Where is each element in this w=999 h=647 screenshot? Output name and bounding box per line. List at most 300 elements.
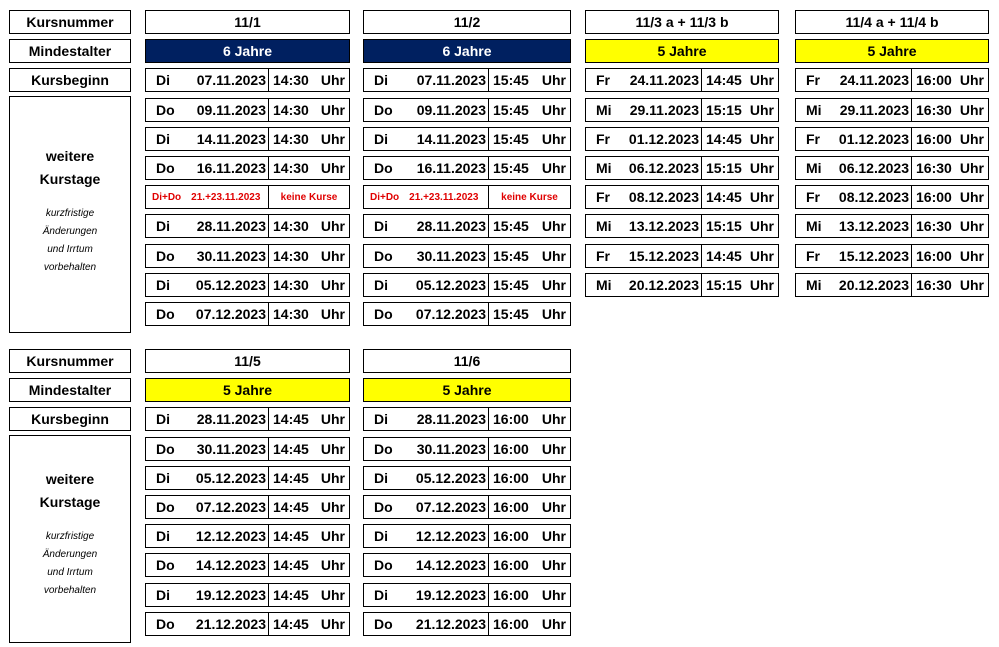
time-unit: Uhr xyxy=(541,218,566,235)
note-line: und Irrtum xyxy=(47,566,93,578)
time-unit: Uhr xyxy=(749,189,774,206)
time-value: 14:45 xyxy=(273,615,309,632)
time-value: 14:30 xyxy=(273,72,309,89)
date-value: 21.12.2023 xyxy=(195,615,266,632)
course-number-2: 11/2 xyxy=(363,10,571,34)
time-cell xyxy=(489,274,570,296)
time-unit: Uhr xyxy=(541,160,566,176)
weekday: Mi xyxy=(596,160,612,176)
time-value: 15:45 xyxy=(493,276,529,293)
schedule-row xyxy=(145,437,350,461)
date-value: 14.12.2023 xyxy=(195,557,266,574)
schedule-row xyxy=(585,156,779,180)
time-cell xyxy=(269,408,349,430)
date-value: 14.11.2023 xyxy=(196,130,266,147)
time-unit: Uhr xyxy=(320,528,345,545)
time-cell xyxy=(912,186,988,208)
time-cell xyxy=(489,584,570,606)
schedule-row xyxy=(585,273,779,297)
date-value: 28.11.2023 xyxy=(416,411,486,428)
date-cell xyxy=(146,186,269,208)
weekday: Mi xyxy=(806,218,822,235)
weekday: Mi xyxy=(596,101,612,118)
date-value: 01.12.2023 xyxy=(838,130,909,147)
time-cell xyxy=(702,128,778,150)
time-unit: Uhr xyxy=(959,101,984,118)
date-value: 08.12.2023 xyxy=(838,189,909,206)
time-cell xyxy=(489,128,570,150)
time-cell xyxy=(269,245,349,267)
time-cell xyxy=(269,186,349,208)
date-cell xyxy=(364,215,489,237)
date-value: 19.12.2023 xyxy=(415,586,486,603)
weekday: Di xyxy=(156,411,170,428)
weekday: Mi xyxy=(596,276,612,293)
time-value: 16:30 xyxy=(916,101,952,118)
date-value: 29.11.2023 xyxy=(629,101,699,118)
time-value: 14:45 xyxy=(706,189,742,206)
weekday: Di xyxy=(374,72,388,89)
time-unit: Uhr xyxy=(320,72,345,89)
time-cell xyxy=(912,99,988,121)
time-value: 15:15 xyxy=(706,101,742,118)
date-cell xyxy=(146,584,269,606)
date-cell xyxy=(364,303,489,325)
schedule-row xyxy=(145,302,350,326)
weekday: Do xyxy=(156,499,175,515)
time-unit: Uhr xyxy=(320,306,345,322)
date-value: 07.12.2023 xyxy=(415,306,486,322)
date-value: 06.12.2023 xyxy=(628,160,699,176)
weekday: Do xyxy=(156,440,175,457)
course-number-3: 11/3 a + 11/3 b xyxy=(585,10,779,34)
course-number-5: 11/5 xyxy=(145,349,350,373)
time-value: 14:45 xyxy=(273,440,309,457)
schedule-row xyxy=(145,127,350,151)
kursnummer-label: Kursnummer xyxy=(9,10,131,34)
date-cell xyxy=(586,274,702,296)
time-unit: Uhr xyxy=(959,160,984,176)
date-cell xyxy=(146,128,269,150)
date-value: 07.11.2023 xyxy=(416,72,486,89)
time-cell xyxy=(489,408,570,430)
time-value: 16:30 xyxy=(916,276,952,293)
date-cell xyxy=(796,274,912,296)
date-cell xyxy=(146,554,269,576)
schedule-row xyxy=(145,466,350,490)
date-cell xyxy=(796,245,912,267)
time-cell xyxy=(269,157,349,179)
weekday: Fr xyxy=(806,72,820,89)
time-value: 14:45 xyxy=(706,247,742,264)
schedule-row xyxy=(363,244,571,268)
time-cell xyxy=(269,303,349,325)
time-cell xyxy=(269,613,349,635)
date-cell xyxy=(586,157,702,179)
schedule-row xyxy=(585,214,779,238)
date-cell xyxy=(146,467,269,489)
time-unit: Uhr xyxy=(959,72,984,89)
time-cell xyxy=(489,554,570,576)
note-line: kurzfristige xyxy=(45,530,95,542)
schedule-row xyxy=(363,495,571,519)
date-value: 07.11.2023 xyxy=(196,72,266,89)
time-unit: Uhr xyxy=(959,130,984,147)
time-value: 14:45 xyxy=(706,130,742,147)
schedule-row xyxy=(363,156,571,180)
time-unit: Uhr xyxy=(320,130,345,147)
date-value: 21.+23.11.2023 xyxy=(191,191,261,203)
weekday: Di xyxy=(374,528,388,545)
time-value: 16:00 xyxy=(493,528,529,545)
time-unit: Uhr xyxy=(541,101,566,118)
date-cell xyxy=(146,99,269,121)
weekday: Do xyxy=(156,557,175,574)
time-unit: Uhr xyxy=(959,218,984,235)
note-line: vorbehalten xyxy=(43,584,97,596)
weekday: Di xyxy=(374,276,388,293)
date-value: 09.11.2023 xyxy=(416,101,486,118)
weekday: Do xyxy=(374,247,393,264)
weitere-label: weitere xyxy=(45,470,95,487)
weekday: Mi xyxy=(596,218,612,235)
time-unit: Uhr xyxy=(959,189,984,206)
weekday: Fr xyxy=(806,247,820,264)
schedule-row xyxy=(145,583,350,607)
schedule-row xyxy=(363,302,571,326)
date-cell xyxy=(364,554,489,576)
time-unit: Uhr xyxy=(541,440,566,457)
time-value: 14:30 xyxy=(273,101,309,118)
weekday: Di xyxy=(374,218,388,235)
date-cell xyxy=(364,245,489,267)
time-cell xyxy=(269,554,349,576)
schedule-row xyxy=(145,98,350,122)
date-cell xyxy=(146,496,269,518)
schedule-row xyxy=(363,98,571,122)
schedule-row xyxy=(795,214,989,238)
date-value: 07.12.2023 xyxy=(415,499,486,515)
time-value: 16:00 xyxy=(493,615,529,632)
date-value: 28.11.2023 xyxy=(416,218,486,235)
weekday: Do xyxy=(156,160,175,176)
weekday: Mi xyxy=(806,276,822,293)
date-cell xyxy=(146,245,269,267)
time-value: 14:30 xyxy=(273,160,309,176)
schedule-row xyxy=(795,185,989,209)
date-cell xyxy=(586,128,702,150)
date-value: 07.12.2023 xyxy=(195,306,266,322)
time-cell xyxy=(489,99,570,121)
weekday: Fr xyxy=(596,72,610,89)
time-cell xyxy=(489,245,570,267)
course-number-4: 11/4 a + 11/4 b xyxy=(795,10,989,34)
time-cell xyxy=(269,69,349,91)
note-line: und Irrtum xyxy=(47,243,93,255)
time-cell xyxy=(702,215,778,237)
weekday: Di xyxy=(156,130,170,147)
time-cell xyxy=(912,245,988,267)
time-cell xyxy=(489,438,570,460)
time-value: 15:45 xyxy=(493,130,529,147)
schedule-row xyxy=(585,68,779,92)
date-value: 30.11.2023 xyxy=(196,247,266,264)
schedule-row xyxy=(795,98,989,122)
weekday: Di xyxy=(156,528,170,545)
time-value: 16:00 xyxy=(493,469,529,486)
weekday: Mi xyxy=(806,101,822,118)
date-cell xyxy=(146,525,269,547)
time-cell xyxy=(912,69,988,91)
time-value: 14:45 xyxy=(273,557,309,574)
date-cell xyxy=(364,157,489,179)
date-value: 05.12.2023 xyxy=(195,276,266,293)
time-value: 14:30 xyxy=(273,247,309,264)
date-cell xyxy=(586,186,702,208)
time-unit: Uhr xyxy=(541,306,566,322)
schedule-row xyxy=(145,273,350,297)
time-value: 14:45 xyxy=(273,528,309,545)
date-value: 29.11.2023 xyxy=(839,101,909,118)
schedule-row xyxy=(363,553,571,577)
date-cell xyxy=(796,128,912,150)
time-unit: Uhr xyxy=(320,101,345,118)
min-age-badge: 5 Jahre xyxy=(585,39,779,63)
date-cell xyxy=(796,99,912,121)
weitere-kurstage-box xyxy=(9,435,131,643)
time-cell xyxy=(489,215,570,237)
time-unit: Uhr xyxy=(749,160,774,176)
time-value: 16:00 xyxy=(493,411,529,428)
date-value: 20.12.2023 xyxy=(628,276,699,293)
time-cell xyxy=(489,157,570,179)
course-number-6: 11/6 xyxy=(363,349,571,373)
time-cell xyxy=(489,496,570,518)
time-unit: Uhr xyxy=(749,130,774,147)
time-cell xyxy=(269,467,349,489)
schedule-row xyxy=(145,524,350,548)
time-unit: Uhr xyxy=(541,615,566,632)
schedule-row xyxy=(363,68,571,92)
date-cell xyxy=(364,584,489,606)
schedule-row xyxy=(585,244,779,268)
time-unit: Uhr xyxy=(959,247,984,264)
time-value: 16:00 xyxy=(493,499,529,515)
date-value: 24.11.2023 xyxy=(839,72,909,89)
time-unit: Uhr xyxy=(320,440,345,457)
date-cell xyxy=(796,157,912,179)
date-value: 01.12.2023 xyxy=(628,130,699,147)
date-value: 30.11.2023 xyxy=(416,440,486,457)
date-value: 14.11.2023 xyxy=(416,130,486,147)
schedule-row xyxy=(363,185,571,209)
schedule-row xyxy=(145,214,350,238)
date-value: 30.11.2023 xyxy=(196,440,266,457)
schedule-row xyxy=(363,437,571,461)
date-value: 09.11.2023 xyxy=(196,101,266,118)
time-value: 14:45 xyxy=(273,586,309,603)
schedule-row xyxy=(795,68,989,92)
date-cell xyxy=(364,274,489,296)
schedule-row xyxy=(363,407,571,431)
weekday: Do xyxy=(374,160,393,176)
time-unit: Uhr xyxy=(320,218,345,235)
kursbeginn-label: Kursbeginn xyxy=(9,68,131,92)
schedule-row xyxy=(363,127,571,151)
time-unit: Uhr xyxy=(320,586,345,603)
date-cell xyxy=(146,69,269,91)
time-value: 15:45 xyxy=(493,72,529,89)
time-value: 15:45 xyxy=(493,247,529,264)
schedule-row xyxy=(795,127,989,151)
date-value: 19.12.2023 xyxy=(195,586,266,603)
schedule-row xyxy=(363,524,571,548)
time-cell xyxy=(269,99,349,121)
time-unit: Uhr xyxy=(320,469,345,486)
weekday: Fr xyxy=(806,189,820,206)
time-unit: Uhr xyxy=(541,130,566,147)
schedule-row xyxy=(145,553,350,577)
date-cell xyxy=(146,215,269,237)
min-age-badge: 5 Jahre xyxy=(145,378,350,402)
note-line: Änderungen xyxy=(42,548,98,560)
time-unit: Uhr xyxy=(541,528,566,545)
min-age-badge: 6 Jahre xyxy=(363,39,571,63)
date-value: 24.11.2023 xyxy=(629,72,699,89)
weekday: Do xyxy=(374,440,393,457)
date-cell xyxy=(796,215,912,237)
date-cell xyxy=(146,408,269,430)
schedule-row xyxy=(145,185,350,209)
date-cell xyxy=(586,69,702,91)
time-cell xyxy=(912,157,988,179)
weitere-kurstage-box xyxy=(9,96,131,334)
time-value: 16:00 xyxy=(916,130,952,147)
weekday: Di xyxy=(156,469,170,486)
weekday: Do xyxy=(156,306,175,322)
time-value: 14:30 xyxy=(273,130,309,147)
date-value: 21.12.2023 xyxy=(415,615,486,632)
date-value: 16.11.2023 xyxy=(196,160,266,176)
time-value: 16:00 xyxy=(916,247,952,264)
time-cell xyxy=(912,215,988,237)
time-value: 14:30 xyxy=(273,218,309,235)
time-value: 14:45 xyxy=(706,72,742,89)
time-cell xyxy=(702,99,778,121)
time-unit: Uhr xyxy=(541,469,566,486)
kursbeginn-label: Kursbeginn xyxy=(9,407,131,431)
date-value: 08.12.2023 xyxy=(628,189,699,206)
schedule-row xyxy=(145,68,350,92)
time-value: 15:45 xyxy=(493,306,529,322)
mindestalter-label: Mindestalter xyxy=(9,39,131,63)
kurstage-label: Kurstage xyxy=(39,493,101,510)
weekday: Do xyxy=(374,101,393,118)
date-cell xyxy=(364,186,489,208)
time-value: 15:45 xyxy=(493,101,529,118)
weekday: Fr xyxy=(806,130,820,147)
kurstage-label: Kurstage xyxy=(39,170,101,187)
date-cell xyxy=(364,69,489,91)
time-value: 14:30 xyxy=(273,306,309,322)
date-cell xyxy=(146,157,269,179)
date-value: 28.11.2023 xyxy=(196,218,266,235)
date-value: 15.12.2023 xyxy=(628,247,699,264)
time-cell xyxy=(489,186,570,208)
time-unit: Uhr xyxy=(320,247,345,264)
date-cell xyxy=(364,128,489,150)
min-age-badge: 6 Jahre xyxy=(145,39,350,63)
time-unit: Uhr xyxy=(749,101,774,118)
date-value: 15.12.2023 xyxy=(838,247,909,264)
weekday: Do xyxy=(374,557,393,574)
time-value: keine Kurse xyxy=(280,191,338,203)
date-value: 06.12.2023 xyxy=(838,160,909,176)
schedule-row xyxy=(795,244,989,268)
time-cell xyxy=(489,467,570,489)
time-cell xyxy=(489,303,570,325)
date-cell xyxy=(146,303,269,325)
schedule-row xyxy=(795,156,989,180)
time-cell xyxy=(702,245,778,267)
weekday: Do xyxy=(156,101,175,118)
date-cell xyxy=(796,186,912,208)
weekday: Do xyxy=(156,615,175,632)
time-unit: Uhr xyxy=(749,72,774,89)
time-value: 16:00 xyxy=(916,72,952,89)
weekday: Di xyxy=(156,72,170,89)
date-cell xyxy=(364,438,489,460)
date-cell xyxy=(146,438,269,460)
weekday: Do xyxy=(374,499,393,515)
kursnummer-label: Kursnummer xyxy=(9,349,131,373)
time-value: 16:00 xyxy=(916,189,952,206)
weekday: Do xyxy=(156,247,175,264)
date-value: 30.11.2023 xyxy=(416,247,486,264)
date-cell xyxy=(146,613,269,635)
weekday: Di xyxy=(374,411,388,428)
time-cell xyxy=(269,128,349,150)
time-cell xyxy=(489,69,570,91)
weekday: Di xyxy=(374,586,388,603)
min-age-badge: 5 Jahre xyxy=(795,39,989,63)
time-cell xyxy=(702,157,778,179)
schedule-row xyxy=(145,156,350,180)
date-value: 07.12.2023 xyxy=(195,499,266,515)
time-value: 15:15 xyxy=(706,276,742,293)
schedule-row xyxy=(585,185,779,209)
date-cell xyxy=(586,99,702,121)
time-value: 15:15 xyxy=(706,160,742,176)
weekday: Di+Do xyxy=(152,191,182,203)
date-cell xyxy=(796,69,912,91)
date-cell xyxy=(364,525,489,547)
time-unit: Uhr xyxy=(541,72,566,89)
time-unit: Uhr xyxy=(541,276,566,293)
weekday: Di+Do xyxy=(370,191,400,203)
time-cell xyxy=(269,438,349,460)
time-unit: Uhr xyxy=(541,586,566,603)
date-value: 12.12.2023 xyxy=(195,528,266,545)
time-value: 14:30 xyxy=(273,276,309,293)
schedule-row xyxy=(585,127,779,151)
note-line: kurzfristige xyxy=(45,207,95,219)
time-value: keine Kurse xyxy=(501,191,558,203)
time-value: 15:15 xyxy=(706,218,742,235)
schedule-row xyxy=(363,583,571,607)
weekday: Di xyxy=(374,469,388,486)
time-unit: Uhr xyxy=(320,276,345,293)
